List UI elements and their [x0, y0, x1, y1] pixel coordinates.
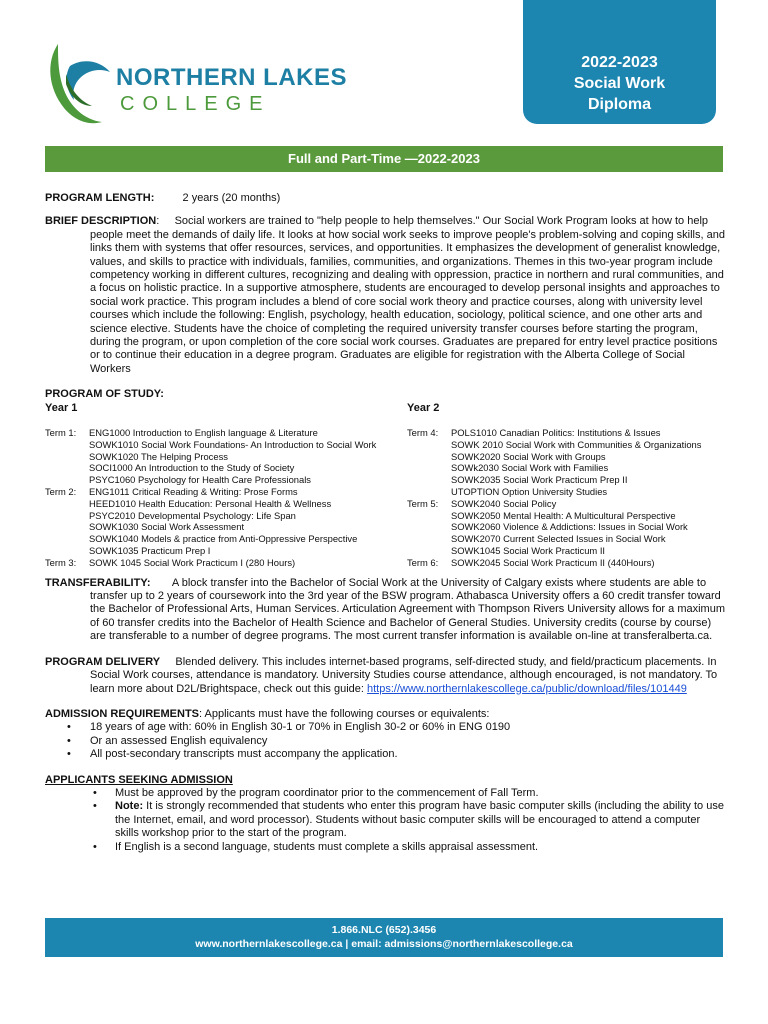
course-item: SOWK 2010 Social Work with Communities & Organizations	[451, 438, 702, 450]
year1-heading: Year 1	[45, 401, 78, 414]
course-item: SOWK2040 Social Policy	[451, 497, 557, 509]
course-item: SOWK1010 Social Work Foundations- An Introduction to Social Work	[89, 438, 377, 450]
course-item: SOWK2020 Social Work with Groups	[451, 450, 606, 462]
term-course-list	[89, 427, 407, 486]
admission-list	[45, 721, 725, 761]
list-item: • If English is a second language, students must complete a skills appraisal assessment.	[45, 841, 725, 854]
term-row	[407, 498, 725, 557]
course-item: SOWK1045 Social Work Practicum II	[451, 545, 606, 557]
list-item: • Or an assessed English equivalency	[45, 735, 725, 748]
admission-label: ADMISSION REQUIREMENTS	[45, 707, 200, 720]
program-length-row	[45, 192, 725, 205]
program-length-label: PROGRAM LENGTH:	[45, 192, 155, 204]
list-item	[45, 800, 725, 840]
term-row	[45, 557, 407, 569]
term-course-list	[89, 486, 407, 557]
admission-intro: : Applicants must have the following courses or equivalents:	[199, 707, 490, 720]
brief-description-label: BRIEF DESCRIPTION	[45, 215, 157, 228]
main-content	[45, 192, 725, 854]
course-item: SOWK2060 Violence & Addictions: Issues in Social Work	[451, 521, 688, 533]
program-delivery-label: PROGRAM DELIVERY	[45, 655, 161, 668]
term-label: Term 4:	[407, 427, 439, 439]
course-item: SOWK1040 Models & practice from Anti-Oppressive Perspective	[89, 533, 358, 545]
course-item: SOWK2035 Social Work Practicum Prep II	[451, 474, 628, 486]
program-title-box	[523, 0, 716, 124]
brief-description-text: Social workers are trained to "help people to help themselves." Our Social Work Program looks at how to help people meet the demands of daily life. It looks at how social work seeks to improve people's problem-solving and coping skills, and links them with systems that offer resources, services, and opportunities. It emphasizes the development of generalist knowledge, values, and skills to practice with individuals, families, communities, and organizations. Themes in this two-year program include competency working in different cultures, recognizing and dealing with oppression, practice in northern and rural communities, and a focus on holistic practice. In a supportive atmosphere, students are encouraged to develop personal insights and approaches to social work practice. This program includes a blend of core social work theory and practice courses, along with university level courses which include the following: English, psychology, health education, sociology, political science, and one other arts and science elective. Students have the choice of completing the required university transfer courses before starting the program, during the program, or upon completion of the core social work courses. Graduates are prepared for entry level practice positions or to continue their education in a degree program. Graduates are eligible for registration with the Alberta College of Social Workers	[90, 215, 725, 375]
term-label: Term 5:	[407, 497, 439, 509]
course-item: PSYC1060 Psychology for Health Care Professionals	[89, 474, 311, 486]
program-of-study	[45, 388, 725, 568]
course-item: HEED1010 Health Education: Personal Health & Wellness	[89, 497, 332, 509]
program-length-value: 2 years (20 months)	[182, 192, 281, 204]
program-years: 2022-2023	[581, 54, 658, 71]
term-course-list	[451, 427, 725, 498]
course-item: ENG1011 Critical Reading & Writing: Prose Forms	[89, 486, 298, 498]
note-label: Note:	[115, 800, 144, 813]
d2l-guide-link[interactable]: https://www.northernlakescollege.ca/public/download/files/101449	[367, 682, 687, 695]
brief-description: BRIEF DESCRIPTION: Social workers are trained to "help people to help themselves." Our Social Work Program looks at how to help people meet the demands of daily life. It looks at how social work seeks to improve people's problem-solving and coping skills, and links them with systems that offer resources, services, and opportunities. It emphasizes the development of generalist knowledge, values, and skills to practice with individuals, families, communities, and organizations. Themes in this two-year program include competency working in different cultures, recognizing and dealing with oppression, practice in northern and rural communities, and a focus on holistic practice. In a supportive atmosphere, students are encouraged to develop personal insights and approaches to social work practice. This program includes a blend of core social work theory and practice courses, along with university level courses which include the following: English, psychology, health education, sociology, political science, and one other arts and science elective. Students have the choice of completing the required university transfer courses before starting the program, during the program, or upon completion of the core social work courses. Graduates are prepared for entry level practice positions or to continue their education in a degree program. Graduates are eligible for registration with the Alberta College of Social Workers	[45, 215, 725, 375]
course-item: POLS1010 Canadian Politics: Institutions & Issues	[451, 427, 661, 439]
admission-requirements	[45, 708, 725, 762]
course-item: SOWK1035 Practicum Prep I	[89, 545, 211, 557]
swoosh-logo-icon	[44, 40, 116, 126]
schedule-banner: Full and Part-Time —2022-2023	[45, 146, 723, 172]
term-label: Term 1:	[45, 427, 77, 439]
course-item: SOCI1000 An Introduction to the Study of Society	[89, 462, 295, 474]
term-course-list	[451, 557, 725, 569]
logo-college-text: COLLEGE	[120, 93, 271, 115]
course-item: PSYC2010 Developmental Psychology: Life Span	[89, 509, 296, 521]
term-label: Term 6:	[407, 556, 439, 568]
term-course-list	[89, 557, 407, 569]
course-item: ENG1000 Introduction to English language & Literature	[89, 427, 318, 439]
course-item: SOWK2045 Social Work Practicum II (440Hours)	[451, 556, 655, 568]
year1-terms	[45, 427, 407, 569]
term-row	[407, 427, 725, 498]
term-row	[45, 486, 407, 557]
year2-terms	[407, 427, 725, 569]
course-item: SOWK1030 Social Work Assessment	[89, 521, 245, 533]
transferability-label: TRANSFERABILITY:	[45, 576, 151, 589]
program-title-line1: Social Work	[573, 75, 666, 92]
year2-heading: Year 2	[407, 401, 440, 414]
course-item: SOWk2030 Social Work with Families	[451, 462, 609, 474]
program-title-line2: Diploma	[587, 96, 652, 113]
term-course-list	[451, 498, 725, 557]
course-item: SOWK 1045 Social Work Practicum I (280 Hours)	[89, 556, 296, 568]
program-delivery	[45, 656, 725, 696]
applicants-list	[45, 787, 725, 854]
applicants-seeking-admission	[45, 774, 725, 854]
college-logo	[44, 40, 354, 126]
course-item: UTOPTION Option University Studies	[451, 486, 608, 498]
transferability	[45, 577, 725, 644]
term-row	[45, 427, 407, 486]
footer-web-email: www.northernlakescollege.ca | email: admissions@northernlakescollege.ca	[195, 938, 573, 950]
contact-footer	[45, 918, 723, 957]
footer-phone: 1.866.NLC (652).3456	[331, 924, 437, 936]
term-row	[407, 557, 725, 569]
term-label: Term 2:	[45, 486, 77, 498]
course-item: SOWK1020 The Helping Process	[89, 450, 228, 462]
logo-name-text: NORTHERN LAKES	[116, 64, 348, 91]
course-item: SOWK2050 Mental Health: A Multicultural Perspective	[451, 509, 676, 521]
term-label: Term 3:	[45, 556, 77, 568]
program-delivery-text: Blended delivery. This includes internet-based programs, self-directed study, and field/practicum placements. In Social Work courses, attendance is mandatory. University Studies course attendance, although encouraged, is not mandatory. To learn more about D2L/Brightspace, check out this guide:	[90, 655, 718, 695]
list-item: • Must be approved by the program coordinator prior to the commencement of Fall Term.	[45, 787, 725, 800]
transferability-text: A block transfer into the Bachelor of Social Work at the University of Calgary exists where students are able to transfer up to 2 years of coursework into the 3rd year of the BSW program. Athabasca University offers a 60 credit transfer toward the Bachelor of Professional Arts, Human Services. Articulation Agreement with Thompson Rivers University allows for a maximum of 60 transfer credits into the Bachelor of Health Science and Bachelor of General Studies. University credits (course by course) are transferable to a number of degree programs. The most current transfer information is available on-line at transferalberta.ca.	[90, 576, 725, 643]
list-item: • 18 years of age with: 60% in English 30-1 or 70% in English 30-2 or 60% in ENG 0190	[45, 721, 725, 734]
applicants-label: APPLICANTS SEEKING ADMISSION	[45, 773, 233, 786]
note-text: It is strongly recommended that students who enter this program have basic computer skills (including the ability to use the Internet, email, and word processor). Students without basic computer skills will be encouraged to attend a computer skills workshop prior to the start of the program.	[115, 800, 724, 840]
program-of-study-label: PROGRAM OF STUDY:	[45, 388, 164, 401]
course-item: SOWK2070 Current Selected Issues in Social Work	[451, 533, 666, 545]
list-item: • All post-secondary transcripts must accompany the application.	[45, 748, 725, 761]
